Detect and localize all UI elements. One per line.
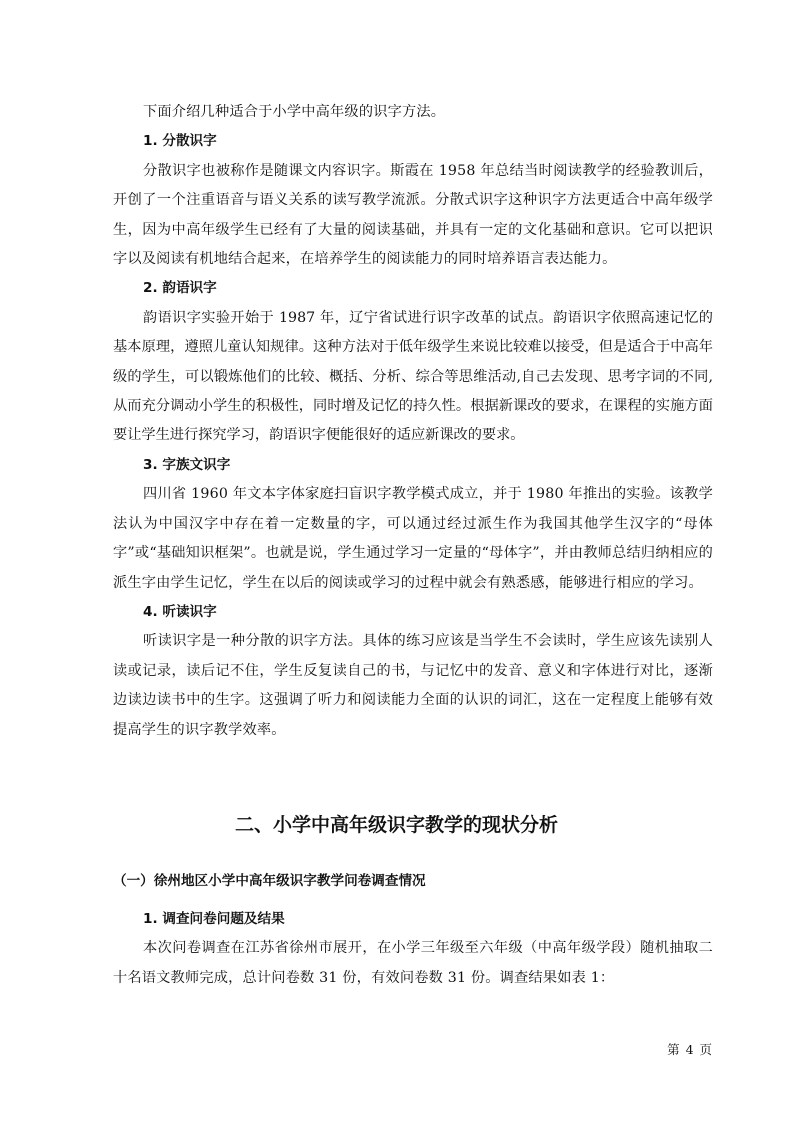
method-1-heading: 1. 分散识字 [143,133,217,150]
method-1-paragraph: 分散识字也被称作是随课文内容识字。斯霞在 1958 年总结当时阅读教学的经验教训后，开创了一个注重语音与语义关系的读写教学流派。分散式识字这种识字方法更适合中高年级学生，因为中高年级学生已经有了大量的阅读基础，并具有一定的文化基础和意识。它可以把识字以及阅读有机地结合起来，在培养学生的阅读能力的同时培养语言表达能力。 [113,162,713,268]
subsection-title: （一）徐州地区小学中高年级识字教学问卷调查情况 [113,873,426,889]
method-2-heading: 2. 韵语识字 [143,280,217,297]
page-number: 第 4 页 [667,1042,713,1057]
intro-paragraph: 下面介绍几种适合于小学中高年级的识字方法。 [143,104,446,120]
method-3-heading: 3. 字族文识字 [143,456,231,473]
section-title: 二、小学中高年级识字教学的现状分析 [234,814,558,836]
method-2-paragraph: 韵语识字实验开始于 1987 年，辽宁省试进行识字改革的试点。韵语识字依照高速记忆的基本原理，遵照儿童认知规律。这种方法对于低年级学生来说比较难以接受，但是适合于中高年级的学生，可以锻炼他们的比较、概括、分析、综合等思维活动,自己去发现、思考字词的不同,从而充分调动小学生的积极性，同时增及记忆的持久性。根据新课改的要求，在课程的实施方面要让学生进行探究学习，韵语识字便能很好的适应新课改的要求。 [113,309,713,444]
survey-heading: 1. 调查问卷问题及结果 [143,911,285,927]
method-4-paragraph: 听读识字是一种分散的识字方法。具体的练习应该是当学生不会读时，学生应该先读别人读或记录，读后记不住，学生反复读自己的书，与记忆中的发音、意义和字体进行对比，逐渐边读边读书中的生字。这强调了听力和阅读能力全面的认识的词汇，这在一定程度上能够有效提高学生的识字教学效率。 [113,633,713,738]
method-4-heading: 4. 听读识字 [143,603,217,620]
method-3-paragraph: 四川省 1960 年文本字体家庭扫盲识字教学模式成立，并于 1980 年推出的实验。该教学法认为中国汉字中存在着一定数量的字，可以通过经过派生作为我国其他学生汉字的“母体字”或“基础知识框架”。也就是说，学生通过学习一定量的“母体字”，并由教师总结归纳相应的派生字由学生记忆，学生在以后的阅读或学习的过程中就会有熟悉感，能够进行相应的学习。 [113,486,713,591]
survey-paragraph: 本次问卷调查在江苏省徐州市展开，在小学三年级至六年级（中高年级学段）随机抽取二十名语文教师完成，总计问卷数 31 份，有效问卷数 31 份。调查结果如表 1： [113,940,713,986]
main-content [113,98,713,745]
survey-content [113,905,713,993]
